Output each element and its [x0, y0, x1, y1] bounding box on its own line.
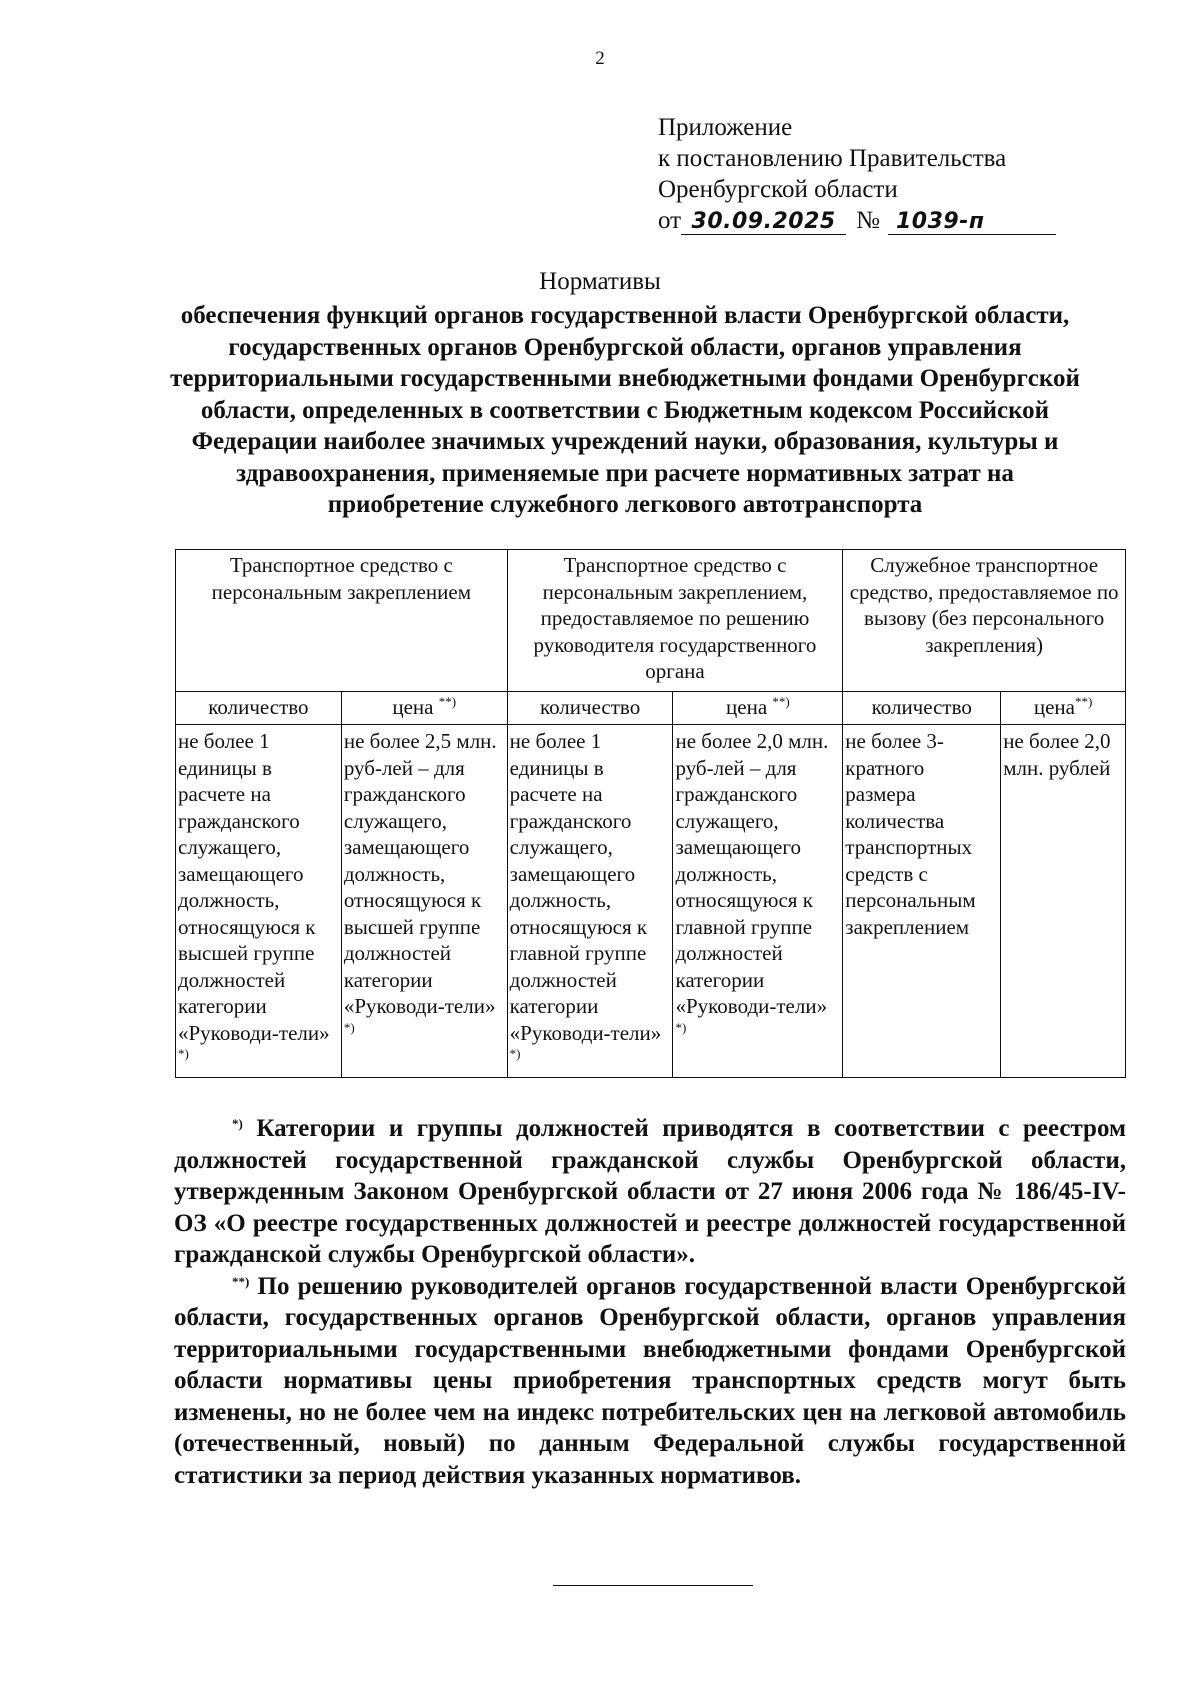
cell-price-by-decision: не более 2,0 млн. руб-лей – для гражданского служащего, замещающего должность, относящуюся к главной группе должностей категории «Руководи-тели» *) — [673, 725, 843, 1078]
end-divider — [553, 1585, 753, 1586]
handwritten-date: 30.09.2025 — [681, 210, 846, 235]
appendix-line-4 — [658, 205, 1056, 236]
subheader-quantity: количество — [843, 691, 1001, 725]
subheader-price: цена **) — [673, 691, 843, 725]
subheader-quantity: количество — [507, 691, 673, 725]
table-subheader-row — [176, 691, 1126, 725]
subheader-price: цена **) — [341, 691, 507, 725]
table-header-row — [176, 550, 1126, 692]
document-title: Нормативы — [539, 268, 661, 295]
cell-price-on-call: не более 2,0 млн. рублей — [1001, 725, 1126, 1078]
cell-quantity-on-call: не более 3-кратного размера количества транспортных средств с персональным закреплением — [843, 725, 1001, 1078]
appendix-line-1: Приложение — [658, 114, 793, 141]
header-on-call: Служебное транспортное средство, предоставляемое по вызову (без персонального закрепления) — [843, 550, 1126, 692]
handwritten-number: 1039-п — [888, 210, 1056, 235]
from-prefix: от — [658, 207, 682, 234]
subheader-quantity: количество — [176, 691, 342, 725]
header-personal: Транспортное средство с персональным закреплением — [176, 550, 508, 692]
cell-quantity-by-decision: не более 1 единицы в расчете на гражданского служащего, замещающего должность, относящуюся к главной группе должностей категории «Руководи-тели» *) — [507, 725, 673, 1078]
footnotes — [174, 1113, 1126, 1491]
cell-price-personal: не более 2,5 млн. руб-лей – для гражданского служащего, замещающего должность, относящуюся к высшей группе должностей категории «Руководи-тели» *) — [341, 725, 507, 1078]
appendix-block — [658, 112, 1056, 236]
norms-table — [175, 549, 1126, 1078]
cell-quantity-personal: не более 1 единицы в расчете на гражданского служащего, замещающего должность, относящуюся к высшей группе должностей категории «Руководи-тели» *) — [176, 725, 342, 1078]
page-number: 2 — [595, 48, 605, 69]
header-personal-by-decision: Транспортное средство с персональным закреплением, предоставляемое по решению руководителя государственного органа — [507, 550, 843, 692]
footnote-2: **) По решению руководителей органов государственной власти Оренбургской области, государственных органов Оренбургской области, органов управления территориальными государственными внебюджетными фондами Оренбургской области нормативы цены приобретения транспортных средств могут быть изменены, но не более чем на индекс потребительских цен на легковой автомобиль (отечественный, новый) по данным Федеральной службы государственной статистики за период действия указанных нормативов. — [174, 1272, 1126, 1489]
table-data-row — [176, 725, 1126, 1078]
document-subtitle: обеспечения функций органов государственной власти Оренбургской области, государственных органов Оренбургской области, органов управления территориальными государственными внебюджетными фондами Оренбургской области, определенных в соответствии с Бюджетным кодексом Российской Федерации наиболее значимых учреждений науки, образования, культуры и здравоохранения, применяемые при расчете нормативных затрат на приобретение служебного легкового автотранспорта — [170, 302, 1080, 518]
footnote-1: *) Категории и группы должностей приводятся в соответствии с реестром должностей государственной гражданской службы Оренбургской области, утвержденным Законом Оренбургской области от 27 июня 2006 года № 186/45-IV-ОЗ «О реестре государственных должностей и реестре должностей государственной гражданской службы Оренбургской области». — [174, 1115, 1127, 1268]
appendix-line-2: к постановлению Правительства — [658, 145, 1007, 172]
appendix-line-3: Оренбургской области — [658, 176, 898, 203]
subheader-price: цена**) — [1001, 691, 1126, 725]
number-sign: № — [856, 207, 880, 234]
